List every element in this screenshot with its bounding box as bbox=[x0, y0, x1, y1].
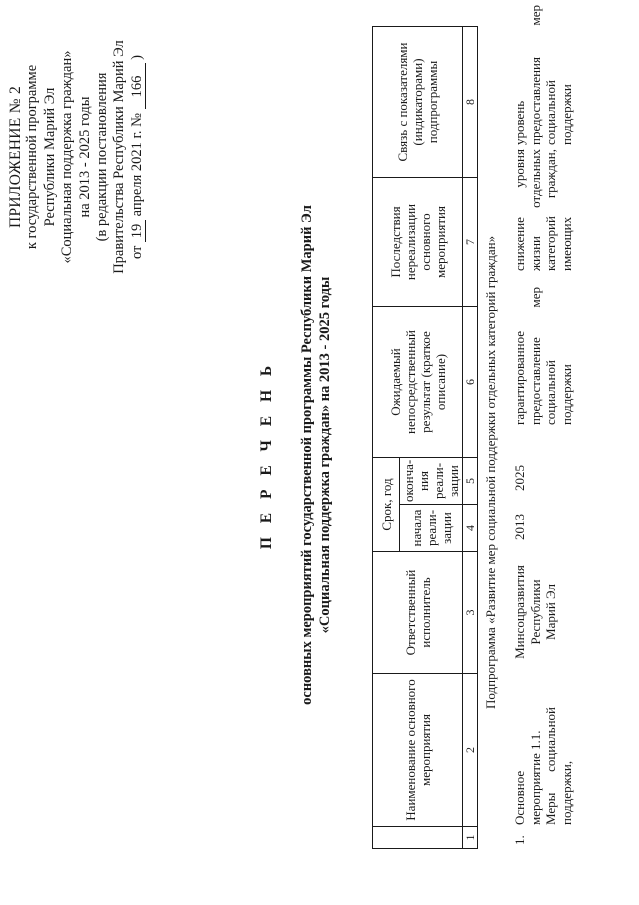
row-executor-line: Марий Эл bbox=[543, 584, 558, 640]
column-number: 3 bbox=[463, 552, 478, 674]
appendix-line: «Социальная поддержка граждан» bbox=[59, 50, 76, 264]
row-link-line: предоставления мер bbox=[527, 5, 543, 145]
row-number: 1. bbox=[512, 835, 527, 845]
row-consequences bbox=[512, 149, 574, 271]
appendix-line: к государственной программе bbox=[24, 64, 41, 250]
column-number: 2 bbox=[463, 674, 478, 827]
row-consequences-line: категорий граждан, bbox=[543, 149, 558, 271]
decree-suffix: ) bbox=[128, 55, 145, 60]
appendix-line: Правительства Республики Марий Эл bbox=[111, 40, 128, 274]
decree-number: 166 bbox=[130, 63, 146, 109]
column-number: 6 bbox=[463, 307, 478, 458]
header-consequences: Последствия нереализации основного мероприятия bbox=[373, 178, 463, 307]
decree-month-year: апреля 2021 г. № bbox=[128, 113, 145, 217]
appendix-line: на 2013 - 2025 годы bbox=[76, 96, 93, 218]
column-number: 8 bbox=[463, 27, 478, 178]
appendix-line: (в редакции постановления bbox=[94, 72, 111, 242]
row-name-line: поддержки, bbox=[558, 760, 574, 825]
document-subtitle: основных мероприятий государственной программы Республики Марий Эл bbox=[299, 205, 315, 705]
appendix-line: Республики Марий Эл bbox=[41, 87, 58, 227]
header-executor: Ответственный исполнитель bbox=[373, 552, 463, 674]
column-number: 4 bbox=[463, 505, 478, 552]
row-name-line: Меры социальной bbox=[543, 707, 558, 825]
decree-line bbox=[129, 26, 146, 288]
column-number: 7 bbox=[463, 178, 478, 307]
row-name-line: мероприятие 1.1. bbox=[527, 730, 543, 825]
row-name-line: Основное bbox=[512, 770, 527, 825]
appendix-block bbox=[7, 26, 146, 288]
row-link-line: социальной bbox=[543, 80, 558, 145]
row-result-line: гарантированное bbox=[512, 330, 527, 425]
row-result-line: социальной bbox=[543, 360, 558, 425]
header-end: оконча-ния реали-зации bbox=[400, 458, 463, 505]
row-executor-line: Республики bbox=[527, 579, 543, 645]
row-result bbox=[512, 287, 574, 425]
header-start: начала реали-зации bbox=[400, 505, 463, 552]
row-executor-line: Минсоцразвития bbox=[512, 565, 527, 659]
row-start-year: 2013 bbox=[512, 514, 527, 540]
column-number: 5 bbox=[463, 458, 478, 505]
row-result-line: поддержки bbox=[558, 364, 574, 425]
decree-prefix: от bbox=[128, 245, 145, 259]
row-link-line: поддержки bbox=[558, 84, 574, 145]
column-number: 1 bbox=[463, 827, 478, 849]
document-title-block bbox=[258, 65, 334, 845]
subprogram-title: Подпрограмма «Развитие мер социальной поддержки отдельных категорий граждан» bbox=[483, 235, 498, 709]
appendix-title: ПРИЛОЖЕНИЕ № 2 bbox=[7, 85, 24, 229]
header-name: Наименование основного мероприятия bbox=[373, 674, 463, 827]
row-executor bbox=[512, 557, 559, 667]
row-result-line: предоставление мер bbox=[527, 287, 543, 425]
row-consequences-line: снижение уровня bbox=[512, 149, 527, 271]
row-link-line: уровень bbox=[512, 100, 527, 145]
header-link: Связь с показателями (индикаторами) подпрограммы bbox=[373, 27, 463, 178]
document-subtitle: «Социальная поддержка граждан» на 2013 - 2025 годы bbox=[317, 276, 333, 634]
row-name bbox=[512, 707, 574, 825]
row-consequences-line: жизни отдельных bbox=[527, 149, 543, 271]
header-number bbox=[373, 827, 463, 849]
row-link bbox=[512, 5, 574, 145]
decree-day: 19 bbox=[130, 220, 146, 242]
row-end-year: 2025 bbox=[512, 465, 527, 491]
header-term: Срок, год bbox=[373, 458, 400, 552]
measures-table bbox=[372, 26, 478, 849]
document-heading: П Е Р Е Ч Е Н Ь bbox=[258, 360, 275, 550]
header-result: Ожидаемый непосредственный результат (краткое описание) bbox=[373, 307, 463, 458]
row-consequences-line: имеющих bbox=[558, 216, 574, 271]
